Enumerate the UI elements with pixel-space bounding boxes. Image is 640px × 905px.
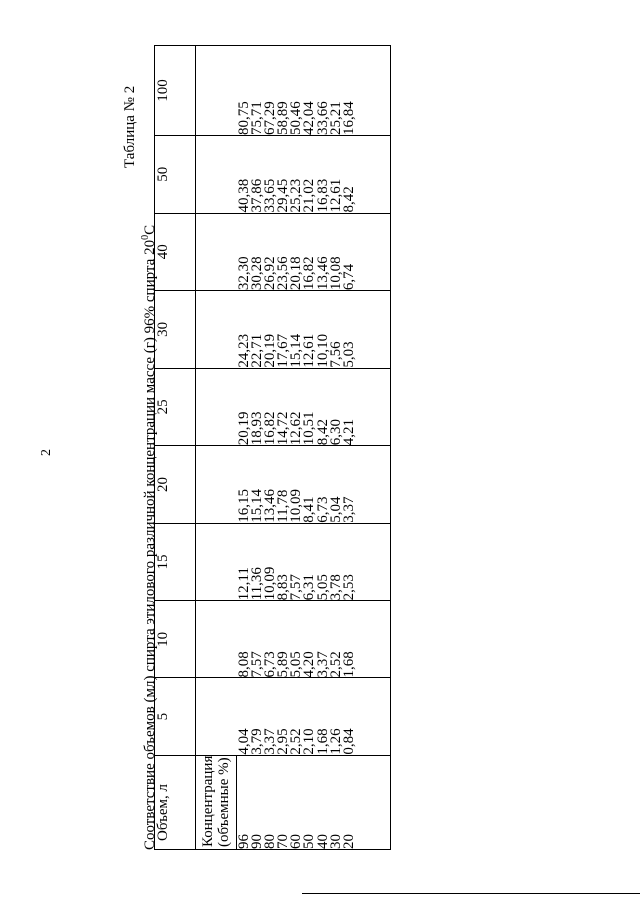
table-cell: 10,51 [301,411,318,446]
table-cell: 58,89 [275,101,292,135]
concentration-header-cell [196,755,237,849]
table-cell: 8,83 [275,574,292,601]
table-cell: 16,15 [236,489,252,523]
table-cell: 17,67 [275,333,292,368]
table-cell: 6,74 [340,263,357,291]
table-cell: 4,20 [301,651,318,678]
volume-header-40: 40 [155,213,196,291]
table-cell: 25,21 [327,101,344,135]
volume-header-15: 15 [155,523,196,601]
column-volume-100 [196,46,391,136]
table-cell: 2,95 [275,728,292,755]
table-cell: 7,57 [288,574,305,601]
table-cell: 10,09 [288,489,305,523]
table-cell: 42,04 [301,101,318,135]
table-cell: 5,05 [288,651,305,678]
table-cell: 6,30 [327,418,344,446]
table-cell: 18,93 [249,411,266,446]
table-cell: 32,30 [236,256,252,291]
column-volume-20 [196,446,391,524]
table-cell: 12,62 [288,411,305,446]
concentration-value: 60 [288,834,305,849]
column-volume-15 [196,523,391,601]
table-cell: 4,21 [340,418,357,446]
table-cell: 8,08 [236,651,252,678]
rotated-table-block [122,35,640,850]
table-cell: 6,73 [262,651,279,678]
table-cell: 20,19 [262,333,279,368]
table-cell: 3,79 [249,728,266,755]
column-volume-10 [196,601,391,678]
table-cell: 11,36 [249,567,266,601]
table-cell: 4,04 [236,728,252,755]
table-cell: 1,26 [327,728,344,755]
concentration-value: 96 [236,834,252,849]
table-cell: 3,37 [262,728,279,755]
concentration-label: Концентрация [200,755,216,847]
table-cell: 10,08 [327,256,344,291]
table-cell: 13,46 [314,256,331,291]
concentration-value: 20 [340,834,357,849]
column-volume-25 [196,368,391,446]
table-cell: 3,37 [314,651,331,678]
table-cell: 8,41 [301,496,318,523]
volume-header-5: 5 [155,678,196,755]
table-cell: 67,29 [262,101,279,135]
volume-header-100: 100 [155,46,196,136]
table-cell: 37,86 [249,178,266,213]
volume-header-50: 50 [155,135,196,213]
volume-header-cell: Объем, л [155,755,196,849]
table-cell: 2,10 [301,728,318,755]
table-cell: 50,46 [288,101,305,135]
table-cell: 7,56 [327,341,344,368]
concentration-unit-label: (объемные %) [216,757,232,847]
table-cell: 33,66 [314,101,331,135]
table-cell: 6,73 [314,496,331,523]
concentration-value: 50 [301,834,318,849]
concentration-value: 40 [314,834,331,849]
table-cell: 3,78 [327,574,344,601]
table-cell: 8,42 [314,418,331,446]
column-volume-30 [196,291,391,369]
concentration-value: 90 [249,834,266,849]
table-cell: 16,84 [340,101,357,135]
table-cell: 22,71 [249,333,266,368]
table-cell: 16,82 [301,256,318,291]
table-cell: 30,28 [249,256,266,291]
table-cell: 80,75 [236,101,252,135]
concentration-value: 70 [275,834,292,849]
table-cell: 12,61 [327,178,344,213]
table-cell: 12,61 [301,333,318,368]
table-cell: 24,23 [236,333,252,368]
table-cell: 2,52 [288,728,305,755]
alcohol-volume-table [154,45,391,850]
table-cell: 5,04 [327,496,344,523]
table-cell: 1,68 [314,728,331,755]
table-cell: 14,72 [275,411,292,446]
table-caption-degree: 0 [140,234,151,240]
table-cell: 2,52 [327,651,344,678]
table-cell: 16,83 [314,178,331,213]
table-cell: 26,92 [262,256,279,291]
table-cell: 40,38 [236,178,252,213]
column-volume-50 [196,135,391,213]
table-cell: 20,18 [288,256,305,291]
table-cell: 5,05 [314,574,331,601]
page-number: 2 [39,449,54,456]
concentration-column [237,755,391,849]
table-cell: 1,68 [340,651,357,678]
table-cell: 11,78 [275,489,292,523]
table-cell: 10,10 [314,333,331,368]
table-cell: 20,19 [236,411,252,446]
table-caption-unit: С [142,224,158,235]
volume-header-25: 25 [155,368,196,446]
table-cell: 6,31 [301,574,318,601]
table-cell: 21,02 [301,178,318,213]
concentration-value: 80 [262,834,279,849]
table-cell: 10,09 [262,566,279,601]
table-cell: 0,84 [340,728,357,755]
table-cell: 33,65 [262,178,279,213]
column-volume-5 [196,678,391,755]
table-cell: 75,71 [249,101,266,135]
bottom-rule [302,893,640,894]
table-cell: 8,42 [340,186,357,213]
concentration-value: 30 [327,834,344,849]
table-cell: 15,14 [249,489,266,523]
table-cell: 2,53 [340,574,357,601]
table-cell: 12,11 [236,567,252,601]
table-number: Таблица № 2 [122,85,138,168]
table-cell: 23,56 [275,256,292,291]
volume-header-30: 30 [155,291,196,369]
volume-header-20: 20 [155,446,196,524]
table-cell: 5,89 [275,651,292,678]
table-cell: 25,23 [288,178,305,213]
table-cell: 3,37 [340,496,357,523]
table-cell: 5,03 [340,341,357,368]
table-cell: 7,57 [249,651,266,678]
table-cell: 16,82 [262,411,279,446]
table-cell: 29,45 [275,178,292,213]
table-cell: 13,46 [262,489,279,523]
table-caption-text: Соответствие объемов (мл) спирта этилового различной концентрации массе (г) 96% спирта 20 [142,239,158,850]
table-cell: 15,14 [288,333,305,368]
column-volume-40 [196,213,391,291]
volume-header-10: 10 [155,601,196,678]
